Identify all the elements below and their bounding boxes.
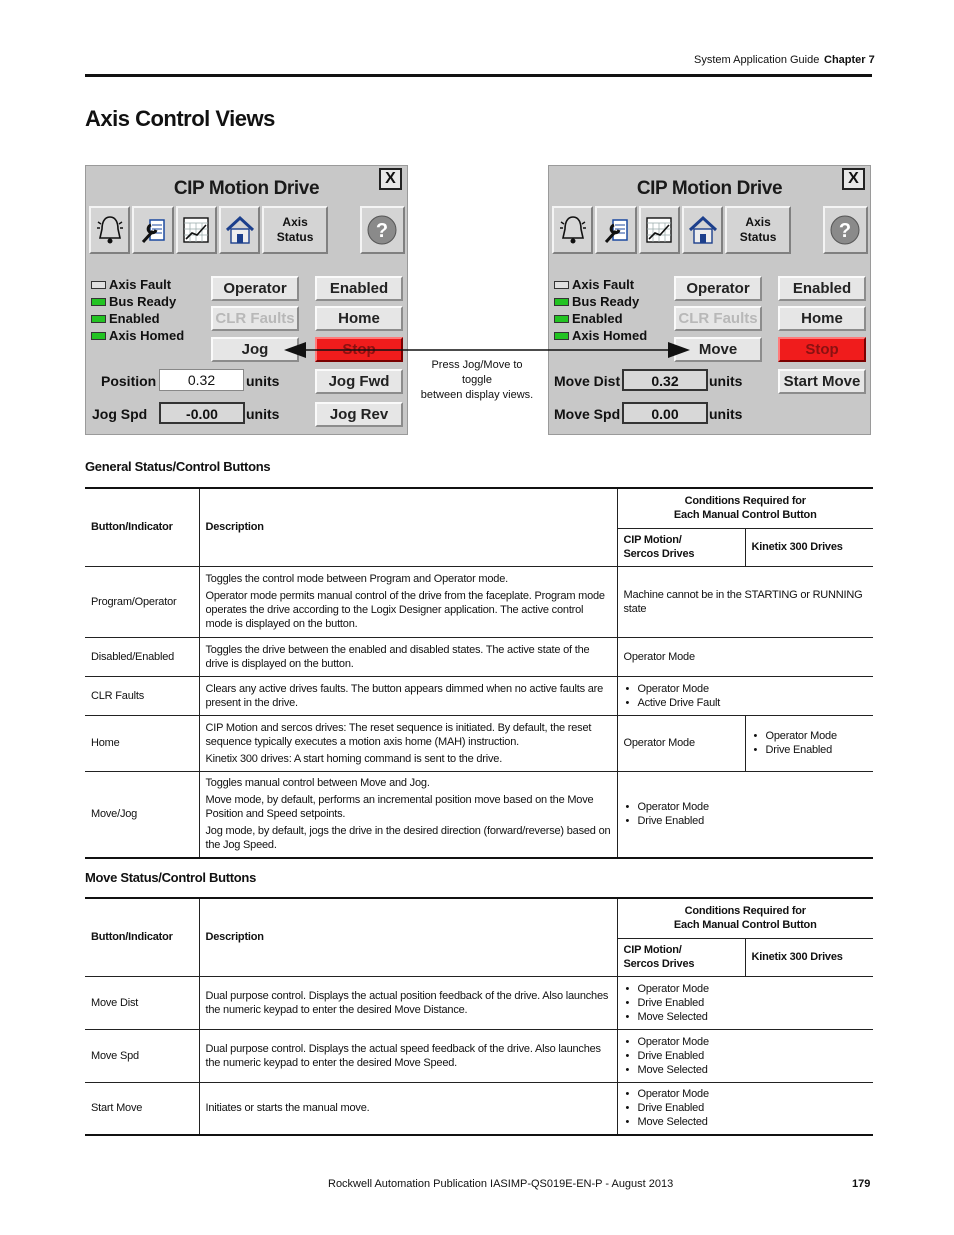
col-header-button: Button/Indicator (85, 898, 199, 976)
close-button[interactable]: X (379, 168, 402, 190)
help-button[interactable] (823, 206, 868, 254)
faceplate-move-view (548, 165, 871, 435)
help-icon (829, 214, 861, 246)
col-header-cip: CIP Motion/ Sercos Drives (617, 528, 745, 566)
maintenance-button[interactable] (132, 206, 173, 254)
home-button[interactable]: Home (778, 306, 866, 331)
home-faceplate-button[interactable] (682, 206, 723, 254)
indicator-enabled: Enabled (554, 310, 647, 327)
start-move-button[interactable]: Start Move (778, 369, 866, 394)
header-rule (85, 74, 872, 77)
help-icon (366, 214, 398, 246)
section-heading-move: Move Status/Control Buttons (85, 870, 257, 885)
clr-faults-button[interactable]: CLR Faults (211, 306, 299, 331)
faceplate-toolbar (89, 206, 405, 256)
col-header-kinetix: Kinetix 300 Drives (745, 938, 873, 976)
bell-icon (558, 214, 588, 246)
home-icon (687, 214, 719, 246)
col-header-conditions: Conditions Required for Each Manual Control Button (617, 488, 873, 528)
home-faceplate-button[interactable] (219, 206, 260, 254)
move-button[interactable]: Move (674, 337, 762, 362)
move-speed-units: units (709, 406, 743, 422)
table-row: Home CIP Motion and sercos drives: The reset sequence is initiated. By default, the reset sequence typically executes a motion axis home (MAH) instruction. Kinetix 300 drives: A start homing command is sent to the drive. Operator Mode • Operator Mode • Drive Enabled (85, 715, 873, 771)
col-header-description: Description (199, 898, 617, 976)
lamp-off (554, 281, 569, 289)
indicator-axis-homed: Axis Homed (91, 327, 184, 344)
stop-button[interactable]: Stop (315, 337, 403, 362)
running-header-guide: System Application Guide (694, 54, 820, 66)
page-number: 179 (852, 1178, 871, 1190)
trend-icon (644, 215, 674, 245)
indicator-axis-fault: Axis Fault (91, 276, 184, 293)
svg-text:?: ? (376, 220, 389, 242)
table-row: Move Dist Dual purpose control. Displays the actual position feedback of the drive. Also launches the numeric keypad to enter the desired Move Distance. • Operator Mode • Drive Enabled • Move Selected (85, 976, 873, 1029)
lamp-off (91, 281, 106, 289)
operator-button[interactable]: Operator (211, 276, 299, 301)
alarm-button[interactable] (89, 206, 130, 254)
col-header-kinetix: Kinetix 300 Drives (745, 528, 873, 566)
trend-button[interactable] (639, 206, 680, 254)
lamp-on (91, 298, 106, 306)
move-dist-field[interactable]: 0.32 (622, 369, 708, 391)
close-button[interactable]: X (842, 168, 865, 190)
lamp-on (554, 315, 569, 323)
home-icon (224, 214, 256, 246)
table-row: Program/Operator Toggles the control mode between Program and Operator mode. Operator mode permits manual control of the drive from the faceplate. Program mode operates the drive according to the Logix Designer application. The active control mode is displayed on the button. Machine cannot be in the STARTING or RUNNING state (85, 566, 873, 637)
col-header-button: Button/Indicator (85, 488, 199, 566)
col-header-cip: CIP Motion/ Sercos Drives (617, 938, 745, 976)
position-field: 0.32 (159, 369, 244, 391)
indicator-axis-fault: Axis Fault (554, 276, 647, 293)
position-label: Position (101, 373, 157, 389)
home-button[interactable]: Home (315, 306, 403, 331)
move-dist-label: Move Dist (554, 373, 621, 389)
toggle-callout: Press Jog/Move to toggle between display views. (420, 359, 534, 401)
enabled-button[interactable]: Enabled (778, 276, 866, 301)
faceplate-jog-view (85, 165, 408, 435)
general-buttons-table (85, 487, 873, 859)
section-heading-general: General Status/Control Buttons (85, 459, 271, 474)
lamp-on (554, 298, 569, 306)
col-header-conditions: Conditions Required for Each Manual Control Button (617, 898, 873, 938)
lamp-on (91, 315, 106, 323)
maintenance-button[interactable] (595, 206, 636, 254)
jog-rev-button[interactable]: Jog Rev (315, 402, 403, 427)
enabled-button[interactable]: Enabled (315, 276, 403, 301)
alarm-button[interactable] (552, 206, 593, 254)
position-units: units (246, 373, 280, 389)
trend-icon (181, 215, 211, 245)
operator-button[interactable]: Operator (674, 276, 762, 301)
indicator-axis-homed: Axis Homed (554, 327, 647, 344)
wrench-icon (138, 214, 168, 246)
table-row: Disabled/Enabled Toggles the drive between the enabled and disabled states. The active state of the drive is displayed on the button. Operator Mode (85, 637, 873, 676)
axis-status-button[interactable] (262, 206, 328, 254)
move-buttons-table (85, 897, 873, 1136)
jog-speed-units: units (246, 406, 280, 422)
table-row: Move Spd Dual purpose control. Displays the actual speed feedback of the drive. Also launches the numeric keypad to enter the desired Move Speed. • Operator Mode • Drive Enabled • Move Selected (85, 1029, 873, 1082)
table-row: CLR Faults Clears any active drives faults. The button appears dimmed when no active faults are present in the drive. • Operator Mode • Active Drive Fault (85, 676, 873, 715)
table-row: Start Move Initiates or starts the manual move. • Operator Mode • Drive Enabled • Move Selected (85, 1082, 873, 1135)
move-speed-label: Move Spd (554, 406, 621, 422)
axis-status-line1: Axis (745, 215, 771, 229)
help-button[interactable] (360, 206, 405, 254)
jog-button[interactable]: Jog (211, 337, 299, 362)
indicator-bus-ready: Bus Ready (91, 293, 184, 310)
footer-publication: Rockwell Automation Publication IASIMP-QS019E-EN-P - August 2013 (328, 1178, 674, 1190)
axis-status-line2: Status (739, 230, 777, 244)
faceplate-title: CIP Motion Drive (173, 178, 320, 199)
faceplate-title: CIP Motion Drive (636, 178, 783, 199)
jog-fwd-button[interactable]: Jog Fwd (315, 369, 403, 394)
col-header-description: Description (199, 488, 617, 566)
axis-status-line2: Status (276, 230, 314, 244)
trend-button[interactable] (176, 206, 217, 254)
bell-icon (95, 214, 125, 246)
jog-speed-label: Jog Spd (92, 406, 148, 422)
table-row: Move/Jog Toggles manual control between Move and Jog. Move mode, by default, performs an incremental position move based on the Move Position and Speed setpoints. Jog mode, by default, jogs the drive in the desired direction (forward/reverse) based on the Jog Speed. • Operator Mode • Drive Enabled (85, 771, 873, 858)
jog-speed-field[interactable]: -0.00 (159, 402, 245, 424)
faceplate-toolbar (552, 206, 868, 256)
lamp-on (91, 332, 106, 340)
indicator-enabled: Enabled (91, 310, 184, 327)
move-dist-units: units (709, 373, 743, 389)
indicator-bus-ready: Bus Ready (554, 293, 647, 310)
page-title: Axis Control Views (85, 106, 275, 131)
svg-text:?: ? (839, 220, 852, 242)
wrench-icon (601, 214, 631, 246)
move-speed-field[interactable]: 0.00 (622, 402, 708, 424)
axis-status-button[interactable] (725, 206, 791, 254)
status-indicators (554, 276, 647, 344)
clr-faults-button[interactable]: CLR Faults (674, 306, 762, 331)
axis-status-line1: Axis (282, 215, 308, 229)
status-indicators (91, 276, 184, 344)
stop-button[interactable]: Stop (778, 337, 866, 362)
running-header-chapter: Chapter 7 (824, 54, 875, 66)
